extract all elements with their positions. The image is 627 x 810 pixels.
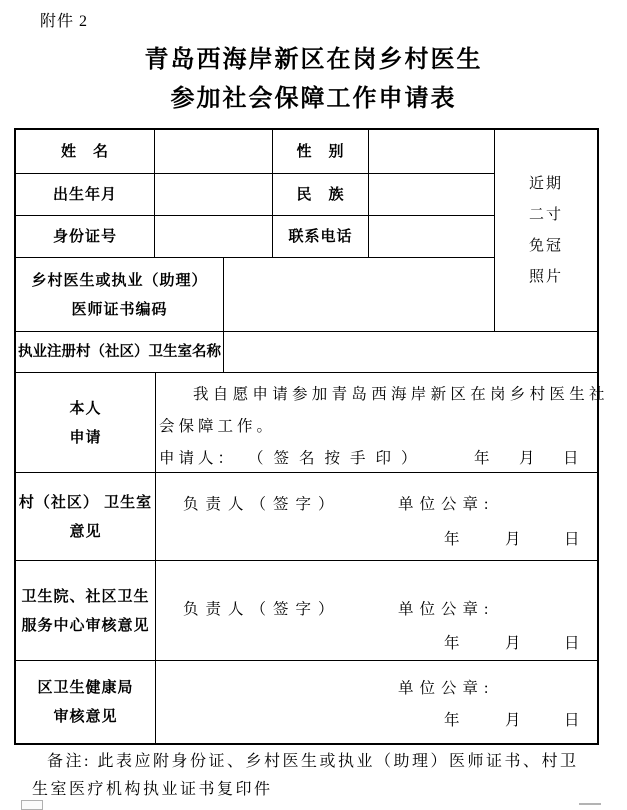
day-label: 日 [563,450,579,467]
month-label: 月 [519,450,535,467]
page-edge-fragment-right [579,803,601,805]
remark-line2: 生室医疗机构执业证书复印件 [32,781,273,798]
table-row [16,174,495,216]
month-label: 月 [505,635,521,652]
gender-label: 性 别 [273,130,369,173]
year-label: 年 [444,531,460,548]
cert-number-value-cell [224,258,495,331]
table-row [16,216,495,258]
seal-label: 单位公章: [398,496,495,513]
center-opinion-row [16,561,597,661]
name-label: 姓 名 [16,130,155,173]
application-form-table [14,128,609,745]
remark-note [32,748,607,804]
form-title [0,41,627,119]
birth-value-cell [155,174,273,215]
ethnicity-value-cell [369,174,495,215]
seal-label: 单位公章: [398,680,495,697]
gender-value-cell [369,130,495,173]
month-label: 月 [505,712,521,729]
bureau-opinion-label: 区卫生健康局 审核意见 [16,661,156,743]
form-title-line2: 参加社会保障工作申请表 [170,86,457,112]
bureau-opinion-row [16,661,597,743]
table-row [16,258,495,331]
center-opinion-label: 卫生院、社区卫生 服务中心审核意见 [16,561,156,660]
attachment-label: 附件 2 [40,13,89,30]
cert-number-label: 乡村医生或执业（助理） 医师证书编码 [16,258,224,331]
day-label: 日 [564,712,580,729]
center-opinion-content [156,561,597,660]
village-opinion-content [156,473,597,560]
signer-label: 负责人（签字） [183,496,341,513]
personal-info-section [16,130,597,332]
clinic-name-value-cell [224,332,597,372]
clinic-name-label: 执业注册村（社区）卫生室名称 [16,332,224,372]
signer-label: 负责人（签字） [183,601,341,618]
clinic-name-row [16,332,597,373]
self-application-content [156,373,609,472]
bureau-opinion-content [156,661,597,743]
statement-line1: 我自愿申请参加青岛西海岸新区在岗乡村医生社 [193,386,609,403]
day-label: 日 [564,635,580,652]
self-application-label: 本人 申请 [16,373,156,472]
applicant-label: 申请人： [159,450,238,467]
village-opinion-row [16,473,597,561]
year-label: 年 [444,635,460,652]
seal-label: 单位公章: [398,601,495,618]
village-opinion-label: 村（社区） 卫生室 意见 [16,473,156,560]
name-value-cell [155,130,273,173]
phone-value-cell [369,216,495,257]
month-label: 月 [505,531,521,548]
page-edge-fragment-left [21,800,43,810]
day-label: 日 [564,531,580,548]
phone-label: 联系电话 [273,216,369,257]
id-number-value-cell [155,216,273,257]
table-row [16,130,495,174]
form-title-line1: 青岛西海岸新区在岗乡村医生 [144,47,483,73]
birth-label: 出生年月 [16,174,155,215]
sign-instruction: （签名按手印） [248,450,427,467]
year-label: 年 [474,450,490,467]
year-label: 年 [444,712,460,729]
statement-line2: 会保障工作。 [159,418,277,435]
self-application-row [16,373,609,473]
photo-placeholder: 近期 二寸 免冠 照片 [528,175,563,285]
remark-line1: 备注: 此表应附身份证、乡村医生或执业（助理）医师证书、村卫 [47,753,579,770]
id-number-label: 身份证号 [16,216,155,257]
ethnicity-label: 民 族 [273,174,369,215]
